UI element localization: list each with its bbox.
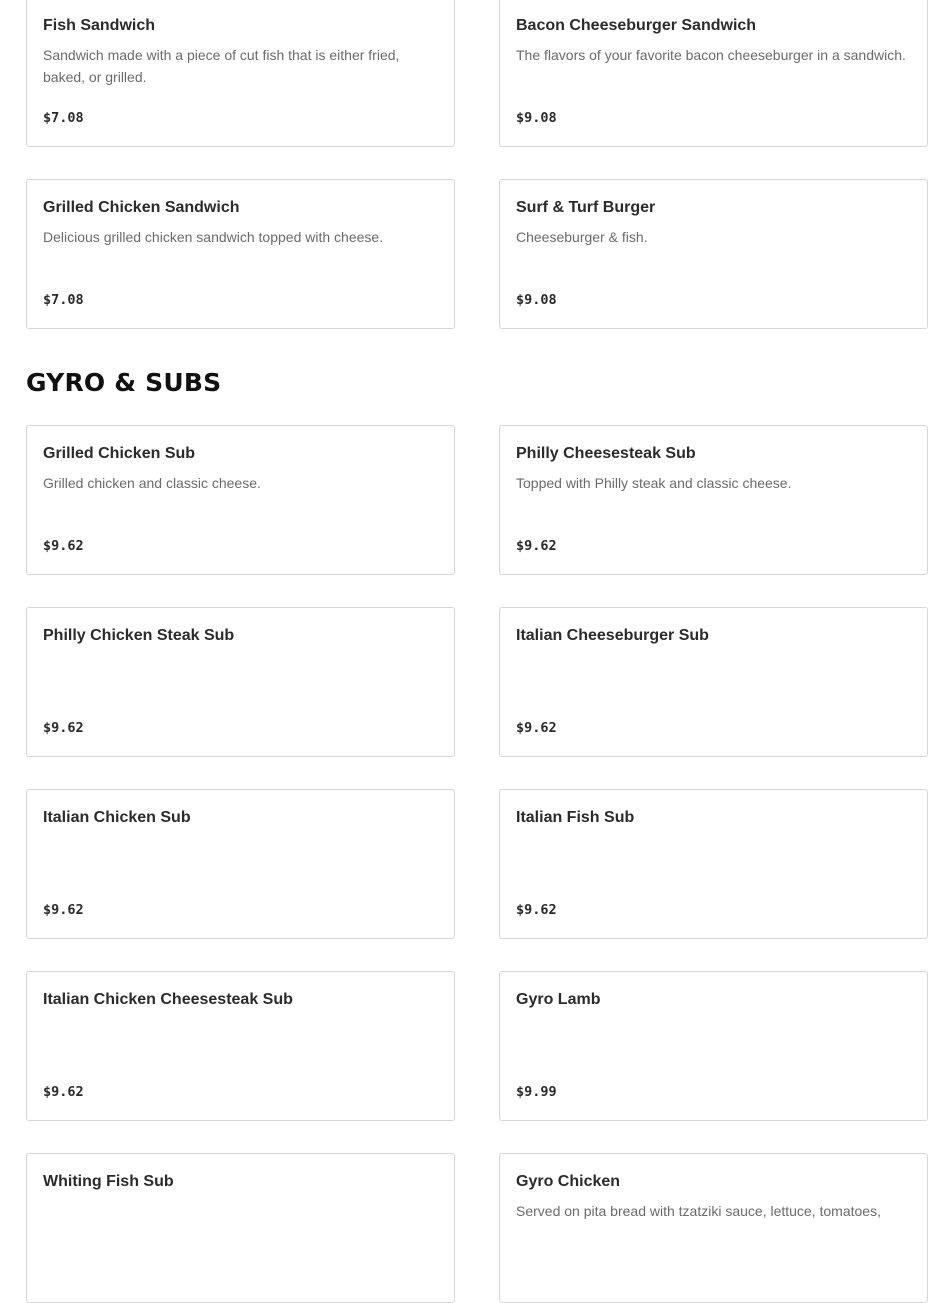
item-name: Gyro Chicken — [516, 1173, 621, 1190]
item-price: $9.08 — [516, 292, 557, 308]
item-name: Philly Cheesesteak Sub — [516, 445, 696, 462]
gyro-subs-grid — [26, 425, 928, 1303]
menu-item-card[interactable] — [499, 1153, 928, 1303]
item-name: Fish Sandwich — [43, 17, 156, 34]
menu-item-card[interactable] — [499, 789, 928, 939]
item-price: $7.08 — [43, 110, 84, 126]
item-price: $7.08 — [43, 292, 84, 308]
menu-item-card[interactable] — [26, 179, 455, 329]
menu-item-card[interactable] — [26, 425, 455, 575]
item-name: Italian Chicken Cheesesteak Sub — [43, 991, 293, 1008]
item-name: Italian Fish Sub — [516, 809, 635, 826]
item-description: Delicious grilled chicken sandwich topped with cheese. — [43, 229, 384, 245]
item-description: Sandwich made with a piece of cut fish that is either fried, baked, or grilled. — [43, 47, 400, 85]
sandwiches-grid — [26, 0, 928, 329]
item-name: Philly Chicken Steak Sub — [43, 627, 235, 644]
item-price: $9.62 — [516, 902, 557, 918]
item-name: Bacon Cheeseburger Sandwich — [516, 17, 757, 34]
menu-item-card[interactable] — [26, 0, 455, 147]
menu-item-card[interactable] — [26, 1153, 455, 1303]
item-name: Surf & Turf Burger — [516, 199, 656, 216]
item-price: $9.08 — [516, 110, 557, 126]
item-description: Served on pita bread with tzatziki sauce, lettuce, tomatoes, — [516, 1203, 881, 1219]
menu-item-card[interactable] — [499, 0, 928, 147]
item-name: Gyro Lamb — [516, 991, 601, 1008]
item-price: $9.62 — [43, 902, 84, 918]
menu-item-card[interactable] — [499, 425, 928, 575]
menu-item-card[interactable] — [26, 971, 455, 1121]
menu-item-card[interactable] — [499, 179, 928, 329]
menu-item-card[interactable] — [499, 607, 928, 757]
item-name: Italian Cheeseburger Sub — [516, 627, 709, 644]
item-price: $9.99 — [516, 1084, 557, 1100]
item-description: Topped with Philly steak and classic cheese. — [516, 475, 792, 491]
menu-item-card[interactable] — [26, 789, 455, 939]
item-name: Whiting Fish Sub — [43, 1173, 174, 1190]
item-name: Italian Chicken Sub — [43, 809, 191, 826]
menu-item-card[interactable] — [499, 971, 928, 1121]
item-name: Grilled Chicken Sub — [43, 445, 196, 462]
item-description: Cheeseburger & fish. — [516, 229, 648, 245]
menu-item-card[interactable] — [26, 607, 455, 757]
item-price: $9.62 — [516, 720, 557, 736]
item-name: Grilled Chicken Sandwich — [43, 199, 240, 216]
section-title: GYRO & SUBS — [26, 368, 222, 397]
item-description: Grilled chicken and classic cheese. — [43, 475, 261, 491]
item-price: $9.62 — [43, 538, 84, 554]
item-price: $9.62 — [516, 538, 557, 554]
item-price: $9.62 — [43, 1084, 84, 1100]
item-price: $9.62 — [43, 720, 84, 736]
item-description: The flavors of your favorite bacon cheeseburger in a sandwich. — [516, 47, 906, 63]
